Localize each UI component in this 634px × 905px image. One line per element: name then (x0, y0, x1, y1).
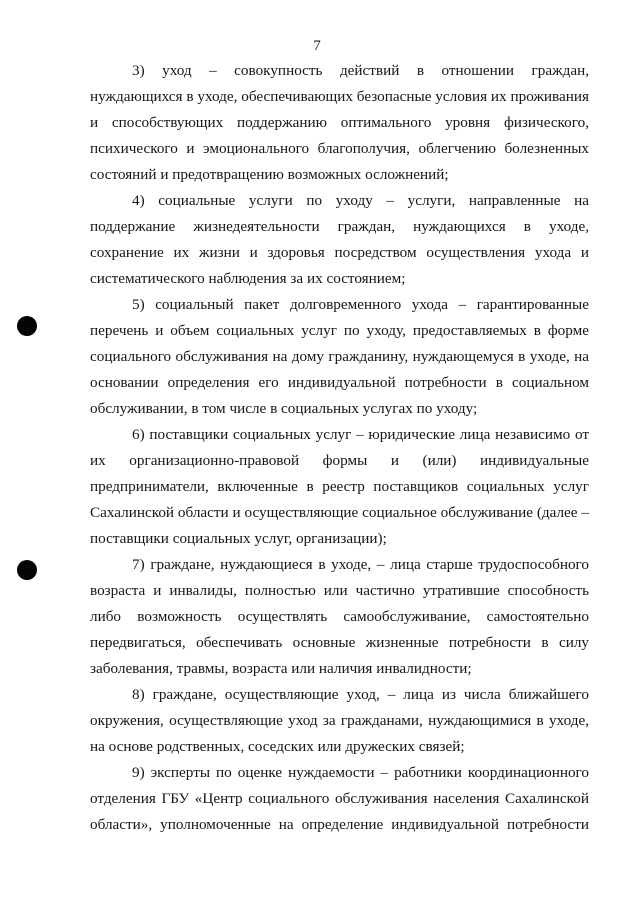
paragraph-text: 6) поставщики социальных услуг – юридические лица независимо от их организационно-правовой формы и (или) индивидуальные предприниматели, включенные в реестр поставщиков социальных услуг Сахалинской области и осуществляющие социальное обслуживание (далее – поставщики социальных услуг, организации); (90, 426, 589, 547)
binder-hole-lower (17, 560, 37, 580)
paragraph-text: 9) эксперты по оценке нуждаемости – работники координационного отделения ГБУ «Центр социального обслуживания населения Сахалинской области», уполномоченные на определение индивидуальной потребности (90, 764, 589, 833)
paragraph-item-8 (90, 682, 589, 760)
paragraph-item-4 (90, 188, 589, 292)
paragraph-item-3 (90, 58, 589, 188)
paragraph-text: 4) социальные услуги по уходу – услуги, направленные на поддержание жизнедеятельности граждан, нуждающихся в уходе, сохранение их жизни и здоровья посредством осуществления ухода и систематического наблюдения за их состоянием; (90, 192, 589, 287)
page-number: 7 (313, 38, 321, 54)
paragraph-text: 3) уход – совокупность действий в отношении граждан, нуждающихся в уходе, обеспечивающих безопасные условия их проживания и способствующих поддержанию оптимального уровня физического, психического и эмоционального благополучия, облегчению болезненных состояний и предотвращению возможных осложнений; (90, 62, 589, 183)
paragraph-item-6 (90, 422, 589, 552)
paragraph-text: 5) социальный пакет долговременного ухода – гарантированные перечень и объем социальных услуг по уходу, предоставляемых в форме социального обслуживания на дому гражданину, нуждающемуся в уходе, на основании определения его индивидуальной потребности в социальном обслуживании, в том числе в социальных услугах по уходу; (90, 296, 589, 417)
paragraph-item-7 (90, 552, 589, 682)
paragraph-text: 8) граждане, осуществляющие уход, – лица из числа ближайшего окружения, осуществляющие уход за гражданами, нуждающимися в уходе, на основе родственных, соседских или дружеских связей; (90, 686, 589, 755)
binder-hole-upper (17, 316, 37, 336)
paragraph-text: 7) граждане, нуждающиеся в уходе, – лица старше трудоспособного возраста и инвалиды, полностью или частично утратившие способность либо возможность осуществлять самообслуживание, самостоятельно передвигаться, обеспечивать основные жизненные потребности в силу заболевания, травмы, возраста или наличия инвалидности; (90, 556, 589, 677)
paragraph-item-5 (90, 292, 589, 422)
paragraph-item-9 (90, 760, 589, 838)
